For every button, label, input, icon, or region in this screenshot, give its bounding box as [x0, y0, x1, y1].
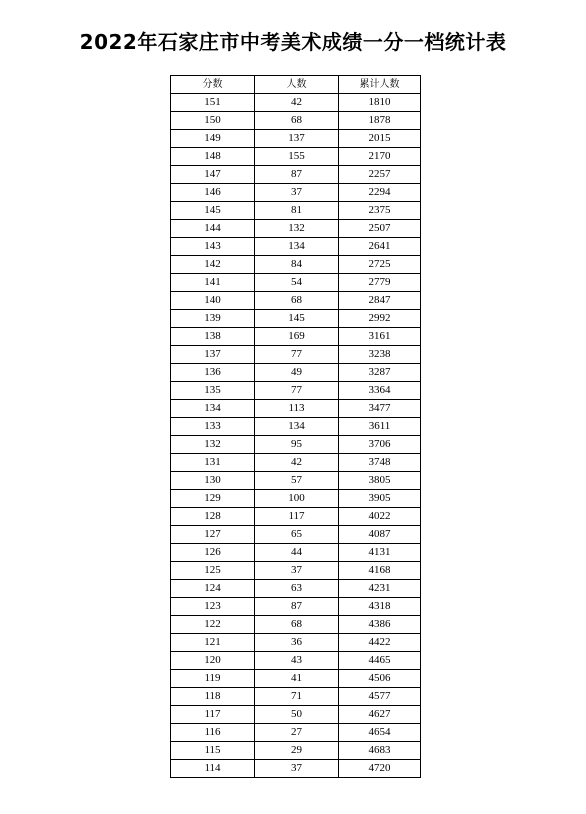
count-cell: 37	[255, 760, 339, 778]
count-cell: 169	[255, 328, 339, 346]
table-row	[171, 634, 421, 652]
score-cell: 150	[171, 112, 255, 130]
table-row	[171, 454, 421, 472]
count-cell: 65	[255, 526, 339, 544]
score-cell: 122	[171, 616, 255, 634]
table-row	[171, 598, 421, 616]
table-row	[171, 364, 421, 382]
table-row	[171, 436, 421, 454]
score-cell: 142	[171, 256, 255, 274]
table-row	[171, 508, 421, 526]
cumulative-count-cell: 3238	[339, 346, 421, 364]
count-cell: 57	[255, 472, 339, 490]
table-row	[171, 616, 421, 634]
cumulative-count-cell: 3364	[339, 382, 421, 400]
cumulative-count-cell: 2779	[339, 274, 421, 292]
count-cell: 134	[255, 418, 339, 436]
count-cell: 95	[255, 436, 339, 454]
column-header-cumulative: 累计人数	[339, 76, 421, 94]
count-cell: 29	[255, 742, 339, 760]
count-cell: 68	[255, 616, 339, 634]
cumulative-count-cell: 4422	[339, 634, 421, 652]
count-cell: 50	[255, 706, 339, 724]
table-row	[171, 184, 421, 202]
cumulative-count-cell: 4506	[339, 670, 421, 688]
score-cell: 139	[171, 310, 255, 328]
cumulative-count-cell: 3905	[339, 490, 421, 508]
score-cell: 134	[171, 400, 255, 418]
score-cell: 116	[171, 724, 255, 742]
cumulative-count-cell: 2641	[339, 238, 421, 256]
cumulative-count-cell: 4131	[339, 544, 421, 562]
count-cell: 87	[255, 598, 339, 616]
table-row	[171, 238, 421, 256]
table-row	[171, 166, 421, 184]
count-cell: 100	[255, 490, 339, 508]
cumulative-count-cell: 2375	[339, 202, 421, 220]
table-row	[171, 490, 421, 508]
cumulative-count-cell: 1810	[339, 94, 421, 112]
cumulative-count-cell: 4318	[339, 598, 421, 616]
count-cell: 27	[255, 724, 339, 742]
table-row	[171, 382, 421, 400]
cumulative-count-cell: 3287	[339, 364, 421, 382]
table-row	[171, 580, 421, 598]
table-row	[171, 418, 421, 436]
cumulative-count-cell: 4720	[339, 760, 421, 778]
table-row	[171, 328, 421, 346]
table-row	[171, 310, 421, 328]
table-row	[171, 346, 421, 364]
count-cell: 117	[255, 508, 339, 526]
count-cell: 42	[255, 94, 339, 112]
table-row	[171, 724, 421, 742]
count-cell: 132	[255, 220, 339, 238]
table-header	[171, 76, 421, 94]
cumulative-count-cell: 2170	[339, 148, 421, 166]
cumulative-count-cell: 2725	[339, 256, 421, 274]
table-row	[171, 472, 421, 490]
table-row	[171, 742, 421, 760]
table-row	[171, 94, 421, 112]
score-cell: 140	[171, 292, 255, 310]
count-cell: 54	[255, 274, 339, 292]
cumulative-count-cell: 2992	[339, 310, 421, 328]
cumulative-count-cell: 2847	[339, 292, 421, 310]
column-header-count: 人数	[255, 76, 339, 94]
score-cell: 149	[171, 130, 255, 148]
score-cell: 144	[171, 220, 255, 238]
score-cell: 146	[171, 184, 255, 202]
cumulative-count-cell: 4577	[339, 688, 421, 706]
cumulative-count-cell: 3706	[339, 436, 421, 454]
cumulative-count-cell: 4386	[339, 616, 421, 634]
count-cell: 71	[255, 688, 339, 706]
count-cell: 155	[255, 148, 339, 166]
count-cell: 41	[255, 670, 339, 688]
cumulative-count-cell: 3611	[339, 418, 421, 436]
table-row	[171, 526, 421, 544]
table-row	[171, 148, 421, 166]
table-row	[171, 274, 421, 292]
score-cell: 115	[171, 742, 255, 760]
count-cell: 37	[255, 184, 339, 202]
cumulative-count-cell: 1878	[339, 112, 421, 130]
score-cell: 147	[171, 166, 255, 184]
score-cell: 121	[171, 634, 255, 652]
cumulative-count-cell: 3161	[339, 328, 421, 346]
table-row	[171, 652, 421, 670]
score-cell: 125	[171, 562, 255, 580]
score-cell: 124	[171, 580, 255, 598]
count-cell: 77	[255, 346, 339, 364]
score-cell: 118	[171, 688, 255, 706]
score-cell: 114	[171, 760, 255, 778]
table-row	[171, 256, 421, 274]
score-cell: 133	[171, 418, 255, 436]
score-cell: 130	[171, 472, 255, 490]
cumulative-count-cell: 4168	[339, 562, 421, 580]
table-row	[171, 760, 421, 778]
score-cell: 151	[171, 94, 255, 112]
cumulative-count-cell: 2257	[339, 166, 421, 184]
cumulative-count-cell: 3477	[339, 400, 421, 418]
cumulative-count-cell: 4087	[339, 526, 421, 544]
score-cell: 135	[171, 382, 255, 400]
table-row	[171, 202, 421, 220]
cumulative-count-cell: 4654	[339, 724, 421, 742]
table-row	[171, 670, 421, 688]
cumulative-count-cell: 2507	[339, 220, 421, 238]
count-cell: 145	[255, 310, 339, 328]
score-cell: 120	[171, 652, 255, 670]
count-cell: 113	[255, 400, 339, 418]
table-row	[171, 292, 421, 310]
cumulative-count-cell: 2015	[339, 130, 421, 148]
header-row	[171, 76, 421, 94]
score-cell: 129	[171, 490, 255, 508]
score-cell: 123	[171, 598, 255, 616]
score-cell: 136	[171, 364, 255, 382]
cumulative-count-cell: 3805	[339, 472, 421, 490]
score-cell: 143	[171, 238, 255, 256]
score-cell: 141	[171, 274, 255, 292]
cumulative-count-cell: 4465	[339, 652, 421, 670]
count-cell: 44	[255, 544, 339, 562]
count-cell: 84	[255, 256, 339, 274]
score-cell: 131	[171, 454, 255, 472]
count-cell: 87	[255, 166, 339, 184]
score-cell: 117	[171, 706, 255, 724]
cumulative-count-cell: 3748	[339, 454, 421, 472]
count-cell: 68	[255, 112, 339, 130]
count-cell: 36	[255, 634, 339, 652]
count-cell: 77	[255, 382, 339, 400]
count-cell: 63	[255, 580, 339, 598]
table-row	[171, 688, 421, 706]
table-row	[171, 562, 421, 580]
cumulative-count-cell: 4231	[339, 580, 421, 598]
table-row	[171, 112, 421, 130]
count-cell: 37	[255, 562, 339, 580]
score-cell: 138	[171, 328, 255, 346]
column-header-score: 分数	[171, 76, 255, 94]
score-distribution-table	[170, 75, 421, 778]
score-cell: 119	[171, 670, 255, 688]
cumulative-count-cell: 4683	[339, 742, 421, 760]
cumulative-count-cell: 4627	[339, 706, 421, 724]
count-cell: 137	[255, 130, 339, 148]
score-cell: 137	[171, 346, 255, 364]
table-body	[171, 94, 421, 778]
score-cell: 132	[171, 436, 255, 454]
count-cell: 68	[255, 292, 339, 310]
count-cell: 49	[255, 364, 339, 382]
table-row	[171, 130, 421, 148]
score-cell: 148	[171, 148, 255, 166]
count-cell: 43	[255, 652, 339, 670]
table-row	[171, 544, 421, 562]
score-cell: 126	[171, 544, 255, 562]
cumulative-count-cell: 2294	[339, 184, 421, 202]
count-cell: 42	[255, 454, 339, 472]
page-title: 2022年石家庄市中考美术成绩一分一档统计表	[79, 30, 507, 54]
count-cell: 81	[255, 202, 339, 220]
score-cell: 128	[171, 508, 255, 526]
cumulative-count-cell: 4022	[339, 508, 421, 526]
count-cell: 134	[255, 238, 339, 256]
score-cell: 127	[171, 526, 255, 544]
table-row	[171, 706, 421, 724]
score-cell: 145	[171, 202, 255, 220]
table-row	[171, 400, 421, 418]
table-row	[171, 220, 421, 238]
